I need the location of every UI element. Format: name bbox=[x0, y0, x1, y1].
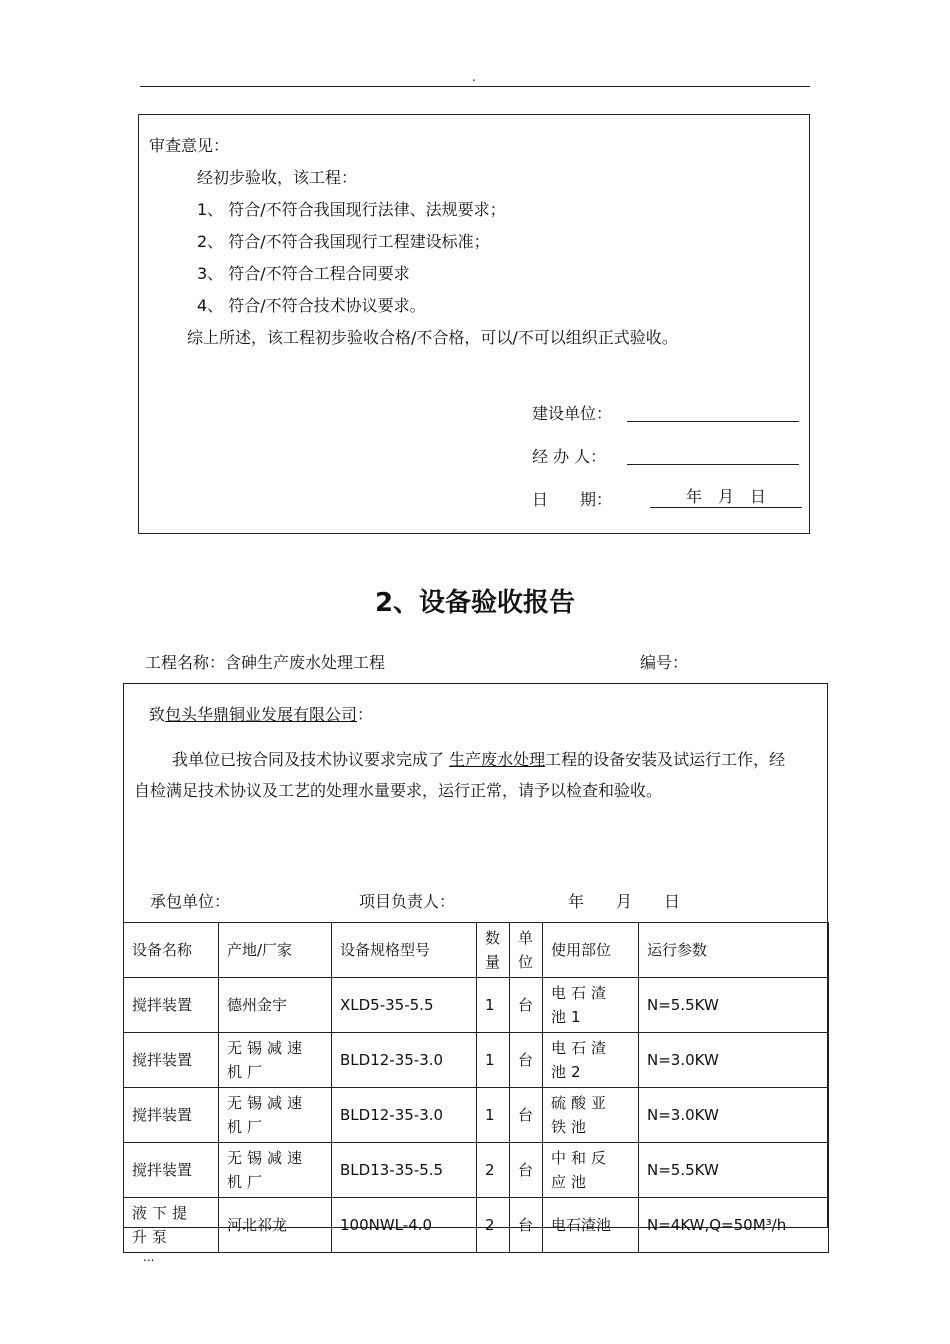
report-body-line-1 bbox=[172, 747, 785, 770]
cell-unit: 台 bbox=[510, 1088, 543, 1143]
cell-model: BLD12-35-3.0 bbox=[332, 1033, 477, 1088]
cell-equipment: 搅拌装置 bbox=[124, 978, 219, 1033]
manager-label: 项目负责人： bbox=[359, 892, 456, 911]
build-unit-blank[interactable] bbox=[627, 401, 799, 422]
cell-qty: 1 bbox=[477, 1088, 510, 1143]
table-header-row bbox=[124, 923, 829, 978]
header-cell: 产地/厂家 bbox=[219, 923, 332, 978]
header-cell: 设备规格型号 bbox=[332, 923, 477, 978]
header-cell: 单位 bbox=[510, 923, 543, 978]
table-row bbox=[124, 1088, 829, 1143]
report-body-line-2: 自检满足技术协议及工艺的处理水量要求，运行正常，请予以检查和验收。 bbox=[134, 781, 663, 800]
cell-maker: 无锡减速机厂 bbox=[219, 1033, 332, 1088]
cell-model: XLD5-35-5.5 bbox=[332, 978, 477, 1033]
review-item-1: 1、 符合/不符合我国现行法律、法规要求； bbox=[197, 200, 506, 219]
cell-maker: 无锡减速机厂 bbox=[219, 1088, 332, 1143]
cell-qty: 1 bbox=[477, 1033, 510, 1088]
addressee-company: 包头华鼎铜业发展有限公司 bbox=[165, 705, 358, 724]
cell-location: 电石渣池 bbox=[543, 1198, 639, 1253]
body-pre: 我单位已按合同及技术协议要求完成了 bbox=[172, 750, 450, 769]
report-number-label: 编号： bbox=[640, 653, 689, 672]
review-conclusion: 综上所述，该工程初步验收合格/不合格，可以/不可以组织正式验收。 bbox=[187, 328, 678, 347]
header-rule bbox=[140, 86, 810, 87]
cell-maker: 德州金宇 bbox=[219, 978, 332, 1033]
cell-location: 硫酸亚铁池 bbox=[543, 1088, 639, 1143]
equipment-table bbox=[123, 922, 829, 1253]
review-item-2: 2、 符合/不符合我国现行工程建设标准； bbox=[197, 232, 490, 251]
body-project: 生产废水处理 bbox=[449, 750, 546, 769]
cell-model: BLD13-35-5.5 bbox=[332, 1143, 477, 1198]
cell-maker: 河北祁龙 bbox=[219, 1198, 332, 1253]
cell-location: 中和反应池 bbox=[543, 1143, 639, 1198]
review-date-field[interactable]: 年 月 日 bbox=[650, 487, 802, 508]
table-row bbox=[124, 1143, 829, 1198]
cell-params: N=4KW,Q=50M³/h bbox=[639, 1198, 829, 1253]
cell-location: 电石渣池1 bbox=[543, 978, 639, 1033]
cell-model: 100NWL-4.0 bbox=[332, 1198, 477, 1253]
cell-equipment: 液下提升泵 bbox=[124, 1198, 219, 1253]
report-title: 2、设备验收报告 bbox=[374, 588, 576, 618]
review-label: 审查意见： bbox=[149, 136, 230, 155]
table-row bbox=[124, 1198, 829, 1253]
build-unit-label: 建设单位： bbox=[532, 404, 613, 423]
handler-blank[interactable] bbox=[627, 444, 799, 465]
body-post: 工程的设备安装及试运行工作，经 bbox=[545, 750, 786, 769]
contractor-label: 承包单位： bbox=[150, 892, 231, 911]
cell-params: N=3.0KW bbox=[639, 1033, 829, 1088]
table-row bbox=[124, 978, 829, 1033]
cell-unit: 台 bbox=[510, 1143, 543, 1198]
cell-qty: 1 bbox=[477, 978, 510, 1033]
review-box bbox=[138, 114, 810, 534]
cell-equipment: 搅拌装置 bbox=[124, 1143, 219, 1198]
report-date: 年 月 日 bbox=[568, 892, 681, 911]
cell-params: N=5.5KW bbox=[639, 978, 829, 1033]
review-item-4: 4、 符合/不符合技术协议要求。 bbox=[197, 296, 426, 315]
cell-qty: 2 bbox=[477, 1143, 510, 1198]
addressee-suffix: ： bbox=[357, 705, 374, 724]
review-date-label: 日 期： bbox=[532, 490, 613, 509]
cell-equipment: 搅拌装置 bbox=[124, 1088, 219, 1143]
cell-location: 电石渣池2 bbox=[543, 1033, 639, 1088]
addressee-prefix: 致 bbox=[149, 705, 166, 724]
cell-unit: 台 bbox=[510, 978, 543, 1033]
project-name: 工程名称：含砷生产废水处理工程 bbox=[145, 653, 386, 672]
header-cell: 设备名称 bbox=[124, 923, 219, 978]
header-cell: 使用部位 bbox=[543, 923, 639, 978]
cell-maker: 无锡减速机厂 bbox=[219, 1143, 332, 1198]
review-item-3: 3、 符合/不符合工程合同要求 bbox=[197, 264, 410, 283]
cell-model: BLD12-35-3.0 bbox=[332, 1088, 477, 1143]
cell-params: N=5.5KW bbox=[639, 1143, 829, 1198]
cell-params: N=3.0KW bbox=[639, 1088, 829, 1143]
header-mark: . bbox=[472, 70, 476, 84]
review-intro: 经初步验收，该工程： bbox=[197, 168, 358, 187]
cell-equipment: 搅拌装置 bbox=[124, 1033, 219, 1088]
header-cell: 数量 bbox=[477, 923, 510, 978]
cell-unit: 台 bbox=[510, 1198, 543, 1253]
header-cell: 运行参数 bbox=[639, 923, 829, 978]
cell-qty: 2 bbox=[477, 1198, 510, 1253]
handler-label: 经 办 人： bbox=[532, 447, 607, 466]
cell-unit: 台 bbox=[510, 1033, 543, 1088]
footer-mark: ... bbox=[143, 1250, 155, 1264]
addressee bbox=[149, 702, 373, 725]
table-row bbox=[124, 1033, 829, 1088]
